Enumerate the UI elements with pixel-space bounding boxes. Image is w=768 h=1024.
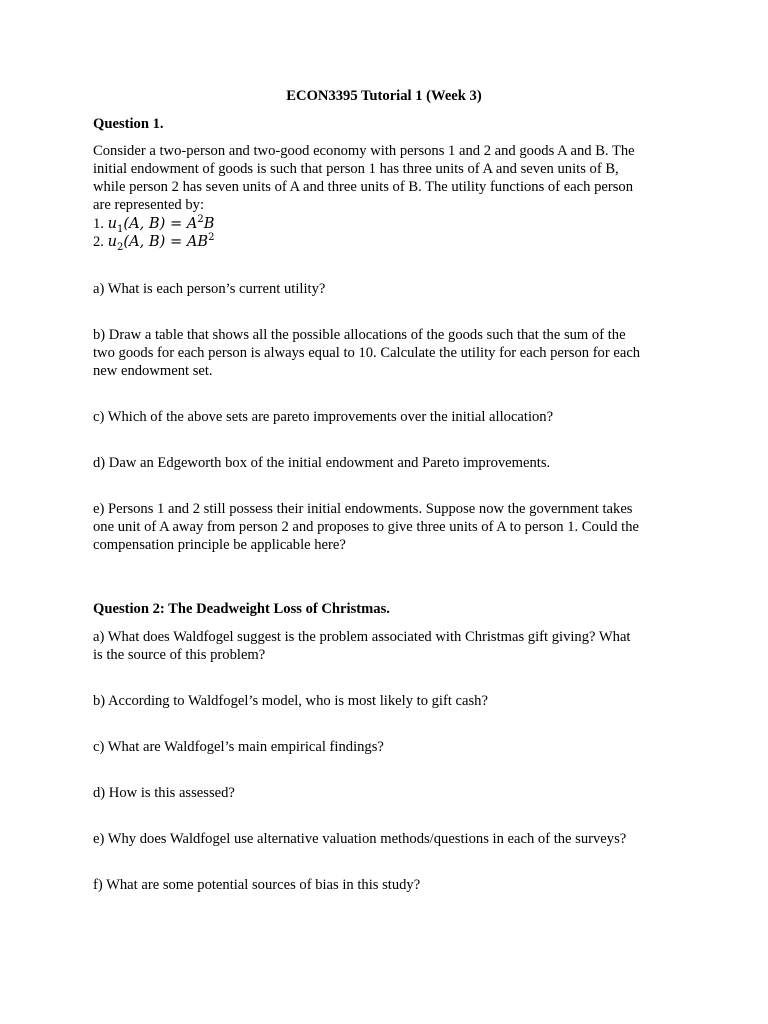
utility-2-sub: 2 [117, 241, 124, 253]
utility-2-args: (A, B) [123, 233, 166, 250]
utility-1-rhs-b: B [203, 215, 215, 232]
utility-1-rhs-sup: 2 [197, 214, 204, 226]
q1-intro-line: initial endowment of goods is such that person 1 has three units of A and seven units of B, [93, 161, 619, 177]
q1-part-a: a) What is each person’s current utility? [93, 281, 326, 297]
q2-heading: Question 2: The Deadweight Loss of Christmas. [93, 601, 390, 617]
q1-intro-line: are represented by: [93, 197, 205, 213]
document-title: ECON3395 Tutorial 1 (Week 3) [286, 88, 482, 104]
utility-2-number: 2. [93, 234, 104, 250]
q1-part-d: d) Daw an Edgeworth box of the initial endowment and Pareto improvements. [93, 455, 551, 471]
utility-1-rhs-a: A [186, 215, 198, 232]
q1-intro-line: Consider a two-person and two-good economy with persons 1 and 2 and goods A and B. The [93, 143, 635, 159]
utility-1-sub: 1 [117, 223, 124, 235]
q1-intro-line: while person 2 has seven units of A and three units of B. The utility functions of each person [93, 179, 634, 195]
utility-function-2 [93, 233, 214, 251]
q2-part-b: b) According to Waldfogel’s model, who is most likely to gift cash? [93, 693, 488, 709]
q2-part-f: f) What are some potential sources of bias in this study? [93, 877, 421, 893]
q1-part-e-line: compensation principle be applicable here? [93, 537, 346, 553]
utility-1-eq: = [169, 215, 183, 232]
q2-part-a-line: a) What does Waldfogel suggest is the problem associated with Christmas gift giving? What [93, 629, 631, 645]
q1-part-e-line: e) Persons 1 and 2 still possess their initial endowments. Suppose now the government takes [93, 501, 633, 517]
q2-part-d: d) How is this assessed? [93, 785, 235, 801]
utility-2-rhs-a: AB [186, 233, 209, 250]
q1-part-b-line: new endowment set. [93, 363, 213, 379]
utility-1-fn: u [107, 215, 118, 232]
q2-part-a-line: is the source of this problem? [93, 647, 266, 663]
q1-part-c: c) Which of the above sets are pareto improvements over the initial allocation? [93, 409, 554, 425]
utility-function-1 [93, 215, 215, 233]
q1-part-e-line: one unit of A away from person 2 and proposes to give three units of A to person 1. Could the [93, 519, 639, 535]
utility-2-rhs-sup: 2 [208, 232, 215, 244]
q1-heading: Question 1. [93, 116, 164, 132]
utility-1-number: 1. [93, 216, 104, 232]
utility-2-fn: u [107, 233, 118, 250]
utility-2-eq: = [169, 233, 183, 250]
q2-part-e: e) Why does Waldfogel use alternative valuation methods/questions in each of the surveys? [93, 831, 627, 847]
q1-part-b-line: two goods for each person is always equal to 10. Calculate the utility for each person for each [93, 345, 641, 361]
utility-1-args: (A, B) [123, 215, 166, 232]
q2-part-c: c) What are Waldfogel’s main empirical findings? [93, 739, 384, 755]
q1-part-b-line: b) Draw a table that shows all the possible allocations of the goods such that the sum of the [93, 327, 626, 343]
